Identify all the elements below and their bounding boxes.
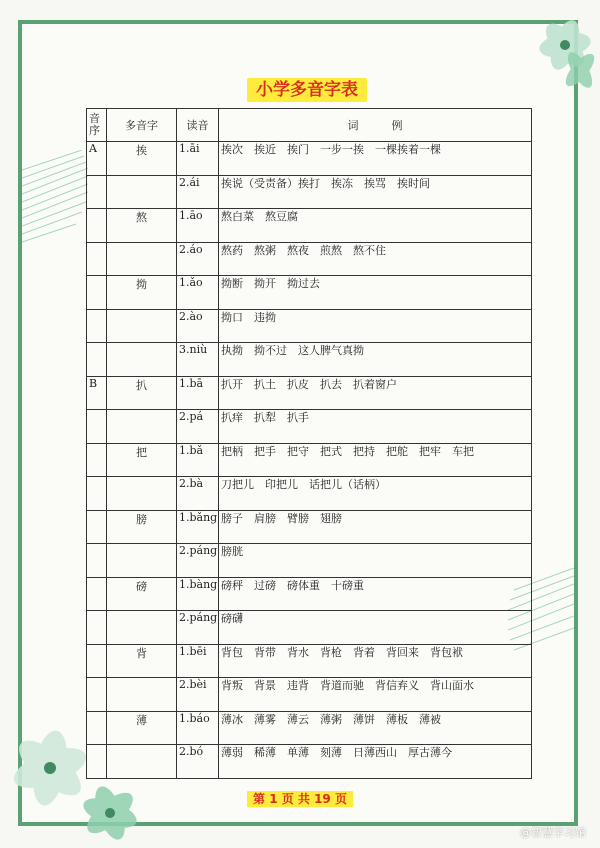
table-row bbox=[87, 644, 532, 678]
pinyin-reading: 1.āo bbox=[177, 209, 219, 243]
example-words: 拗断 拗开 拗过去 bbox=[219, 276, 532, 310]
pinyin-reading: 2.bèi bbox=[177, 678, 219, 712]
watermark-text: @智慧学习馆 bbox=[520, 826, 586, 839]
example-words: 扒痒 扒犁 扒手 bbox=[219, 410, 532, 444]
polyphonic-character-table bbox=[86, 108, 532, 779]
table-row bbox=[87, 242, 532, 276]
example-words: 扒开 扒土 扒皮 扒去 扒着窗户 bbox=[219, 376, 532, 410]
seq-letter bbox=[87, 577, 107, 611]
polyphonic-char: 把 bbox=[107, 443, 177, 477]
seq-letter: B bbox=[87, 376, 107, 410]
example-words: 熬药 熬粥 熬夜 煎熬 熬不住 bbox=[219, 242, 532, 276]
table-row bbox=[87, 510, 532, 544]
polyphonic-char: 扒 bbox=[107, 376, 177, 410]
example-words: 刀把儿 印把儿 话把儿（话柄） bbox=[219, 477, 532, 511]
example-words: 拗口 违拗 bbox=[219, 309, 532, 343]
table-row bbox=[87, 209, 532, 243]
pinyin-reading: 2.páng bbox=[177, 611, 219, 645]
polyphonic-char: 磅 bbox=[107, 577, 177, 611]
table-row bbox=[87, 678, 532, 712]
pinyin-reading: 2.áo bbox=[177, 242, 219, 276]
seq-letter bbox=[87, 343, 107, 377]
seq-letter bbox=[87, 443, 107, 477]
pinyin-reading: 2.ào bbox=[177, 309, 219, 343]
seq-letter bbox=[87, 209, 107, 243]
polyphonic-char bbox=[107, 611, 177, 645]
seq-letter bbox=[87, 544, 107, 578]
pinyin-reading: 1.ǎo bbox=[177, 276, 219, 310]
seq-letter bbox=[87, 242, 107, 276]
header-words: 词 例 bbox=[219, 109, 532, 142]
table-header-row bbox=[87, 109, 532, 142]
example-words: 挨说（受责备）挨打 挨冻 挨骂 挨时间 bbox=[219, 175, 532, 209]
table-row bbox=[87, 544, 532, 578]
polyphonic-char bbox=[107, 544, 177, 578]
seq-letter bbox=[87, 611, 107, 645]
example-words: 挨次 挨近 挨门 一步一挨 一棵挨着一棵 bbox=[219, 142, 532, 176]
example-words: 熬白菜 熬豆腐 bbox=[219, 209, 532, 243]
example-words: 薄冰 薄雾 薄云 薄粥 薄饼 薄板 薄被 bbox=[219, 711, 532, 745]
seq-letter bbox=[87, 309, 107, 343]
header-reading: 读音 bbox=[177, 109, 219, 142]
polyphonic-char: 熬 bbox=[107, 209, 177, 243]
pinyin-reading: 1.bǎng bbox=[177, 510, 219, 544]
seq-letter bbox=[87, 276, 107, 310]
table-row bbox=[87, 376, 532, 410]
table-row bbox=[87, 410, 532, 444]
seq-letter bbox=[87, 175, 107, 209]
polyphonic-char: 薄 bbox=[107, 711, 177, 745]
polyphonic-char bbox=[107, 343, 177, 377]
seq-letter bbox=[87, 745, 107, 779]
table-row bbox=[87, 577, 532, 611]
polyphonic-char: 背 bbox=[107, 644, 177, 678]
seq-letter bbox=[87, 510, 107, 544]
pinyin-reading: 2.páng bbox=[177, 544, 219, 578]
example-words: 执拗 拗不过 这人脾气真拗 bbox=[219, 343, 532, 377]
header-char: 多音字 bbox=[107, 109, 177, 142]
example-words: 背包 背带 背水 背枪 背着 背回来 背包袱 bbox=[219, 644, 532, 678]
seq-letter bbox=[87, 711, 107, 745]
example-words: 膀子 肩膀 臂膀 翅膀 bbox=[219, 510, 532, 544]
pinyin-reading: 1.báo bbox=[177, 711, 219, 745]
pinyin-reading: 1.bǎ bbox=[177, 443, 219, 477]
polyphonic-char bbox=[107, 678, 177, 712]
page-footer bbox=[0, 790, 600, 807]
pinyin-reading: 3.niù bbox=[177, 343, 219, 377]
hatched-lines-decoration-left bbox=[22, 150, 92, 260]
seq-letter bbox=[87, 644, 107, 678]
header-seq: 音序 bbox=[87, 109, 107, 142]
polyphonic-char: 膀 bbox=[107, 510, 177, 544]
table-row bbox=[87, 611, 532, 645]
pinyin-reading: 1.bàng bbox=[177, 577, 219, 611]
example-words: 把柄 把手 把守 把式 把持 把舵 把牢 车把 bbox=[219, 443, 532, 477]
pinyin-reading: 2.pá bbox=[177, 410, 219, 444]
seq-letter bbox=[87, 678, 107, 712]
table-row bbox=[87, 443, 532, 477]
example-words: 薄弱 稀薄 单薄 刻薄 日薄西山 厚古薄今 bbox=[219, 745, 532, 779]
pinyin-reading: 2.bó bbox=[177, 745, 219, 779]
polyphonic-char: 挨 bbox=[107, 142, 177, 176]
table-row bbox=[87, 477, 532, 511]
polyphonic-char bbox=[107, 242, 177, 276]
table-row bbox=[87, 343, 532, 377]
seq-letter bbox=[87, 410, 107, 444]
page-number: 第 1 页 共 19 页 bbox=[247, 791, 353, 807]
example-words: 磅礴 bbox=[219, 611, 532, 645]
polyphonic-char bbox=[107, 477, 177, 511]
table-row bbox=[87, 276, 532, 310]
seq-letter bbox=[87, 477, 107, 511]
table-row bbox=[87, 745, 532, 779]
table-row bbox=[87, 175, 532, 209]
flower-decoration-top-right bbox=[490, 0, 600, 110]
example-words: 磅秤 过磅 磅体重 十磅重 bbox=[219, 577, 532, 611]
table-row bbox=[87, 142, 532, 176]
seq-letter: A bbox=[87, 142, 107, 176]
pinyin-reading: 1.bēi bbox=[177, 644, 219, 678]
pinyin-reading: 2.ái bbox=[177, 175, 219, 209]
table-row bbox=[87, 711, 532, 745]
polyphonic-char bbox=[107, 309, 177, 343]
example-words: 背叛 背景 违背 背道而驰 背信弃义 背山面水 bbox=[219, 678, 532, 712]
polyphonic-char: 拗 bbox=[107, 276, 177, 310]
example-words: 膀胱 bbox=[219, 544, 532, 578]
polyphonic-char bbox=[107, 175, 177, 209]
page-title: 小学多音字表 bbox=[247, 78, 367, 102]
polyphonic-char bbox=[107, 410, 177, 444]
pinyin-reading: 1.āi bbox=[177, 142, 219, 176]
pinyin-reading: 2.bà bbox=[177, 477, 219, 511]
table-row bbox=[87, 309, 532, 343]
polyphonic-char bbox=[107, 745, 177, 779]
pinyin-reading: 1.bā bbox=[177, 376, 219, 410]
